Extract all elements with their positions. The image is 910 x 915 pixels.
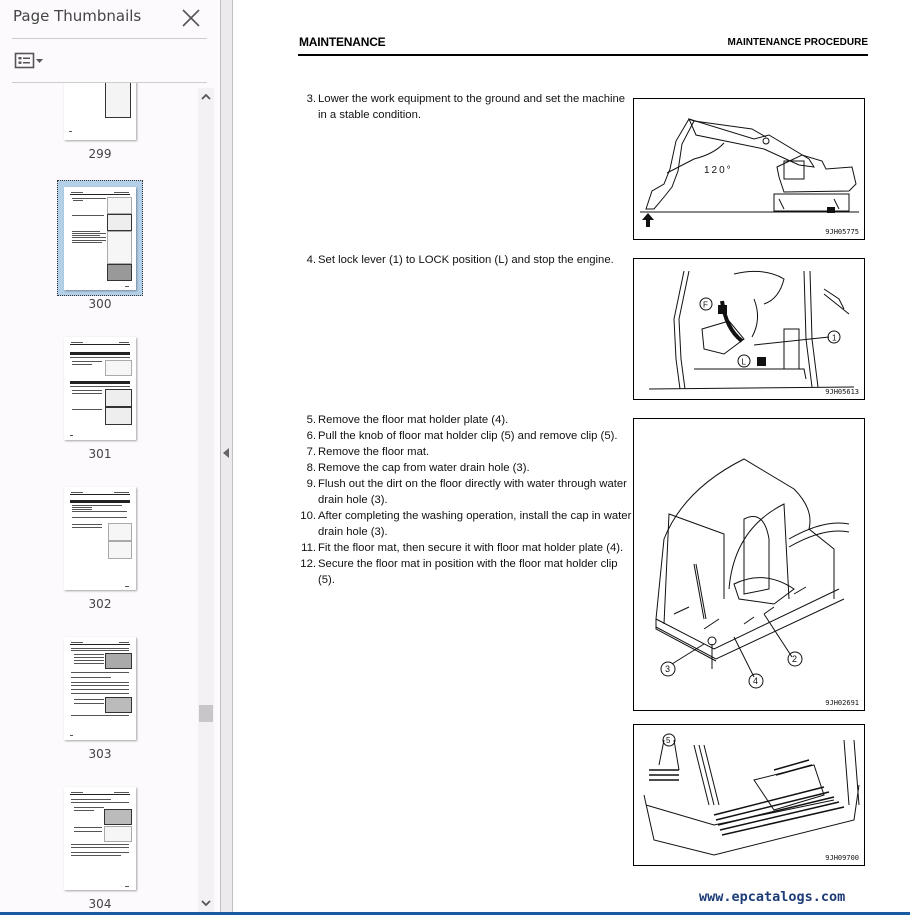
header-rule [298, 54, 868, 56]
collapse-pane-icon[interactable] [223, 448, 229, 458]
divider [12, 38, 207, 39]
callout-l: L [741, 357, 746, 367]
step-4: 4. Set lock lever (1) to LOCK position (L) and stop the engine. [306, 254, 614, 266]
section-header: MAINTENANCE [299, 35, 386, 49]
excavator-illustration [634, 99, 865, 240]
figure-excavator-lowered [633, 98, 865, 240]
floor-mat-illustration [634, 725, 865, 866]
page-number-label: 304 [88, 897, 112, 911]
step-9: 9. Flush out the dirt on the floor directly with water through water drain hole (3). [306, 478, 627, 506]
close-pane-button[interactable] [180, 7, 202, 29]
page-thumbnail-304[interactable] [64, 787, 136, 890]
figure-code: 9JH05613 [825, 388, 859, 396]
thumbnail-scrollbar[interactable] [198, 88, 214, 912]
chevron-down-icon [198, 897, 214, 909]
page-number-label: 301 [88, 447, 112, 461]
step-3: 3. Lower the work equipment to the ground and set the machine in a stable condition. [306, 93, 626, 121]
step-5: 5. Remove the floor mat holder plate (4). [306, 414, 509, 426]
figure-code: 9JH05775 [825, 228, 859, 236]
figure-floor-mat-clip [633, 724, 865, 866]
step-6: 6. Pull the knob of floor mat holder clip (5) and remove clip (5). [306, 430, 618, 442]
page-thumbnails-pane [0, 0, 220, 912]
close-icon [180, 7, 202, 29]
scroll-down-button[interactable] [198, 896, 214, 912]
page-thumbnail-302[interactable] [64, 487, 136, 590]
scrollbar-thumb[interactable] [199, 705, 213, 722]
step-10: 10. After completing the washing operation, install the cap in water drain hole (3). [300, 510, 632, 538]
page-thumbnail-300[interactable] [64, 187, 136, 290]
pane-title: Page Thumbnails [13, 7, 142, 25]
callout-1: 1 [832, 333, 837, 343]
thumbnail-options-button[interactable] [14, 51, 46, 71]
figure-code: 9JH09700 [825, 854, 859, 862]
callout-2: 2 [792, 654, 798, 664]
thumbnail-list [0, 83, 198, 912]
page-number-label: 303 [88, 747, 112, 761]
step-11: 11. Fit the floor mat, then secure it with floor mat holder plate (4). [301, 542, 624, 554]
cab-floor-illustration [634, 419, 865, 711]
step-8: 8. Remove the cap from water drain hole (3). [306, 462, 530, 474]
figure-code: 9JH02691 [825, 699, 859, 707]
figure-floor-washing [633, 418, 865, 711]
scroll-up-button[interactable] [198, 90, 214, 106]
document-page [234, 0, 910, 912]
page-thumbnail-301[interactable] [64, 337, 136, 440]
thumbnail-options-icon [14, 51, 46, 71]
watermark-url: www.epcatalogs.com [699, 889, 846, 905]
callout-f: F [703, 300, 708, 310]
angle-label: 120° [704, 165, 733, 176]
step-12: 12. Secure the floor mat in position with the floor mat holder clip (5). [300, 558, 618, 586]
callout-3: 3 [665, 664, 671, 674]
subsection-header: MAINTENANCE PROCEDURE [727, 37, 868, 48]
page-thumbnail-303[interactable] [64, 637, 136, 740]
callout-4: 4 [753, 676, 759, 686]
lock-lever-illustration [634, 259, 865, 400]
chevron-up-icon [198, 91, 214, 103]
page-number-label: 300 [88, 297, 112, 311]
step-7: 7. Remove the floor mat. [306, 446, 430, 458]
callout-5: 5 [666, 736, 671, 745]
figure-lock-lever [633, 258, 865, 400]
page-number-label: 299 [88, 147, 112, 161]
page-thumbnail-299[interactable] [64, 83, 136, 140]
page-number-label: 302 [88, 597, 112, 611]
pane-splitter[interactable] [220, 0, 233, 912]
